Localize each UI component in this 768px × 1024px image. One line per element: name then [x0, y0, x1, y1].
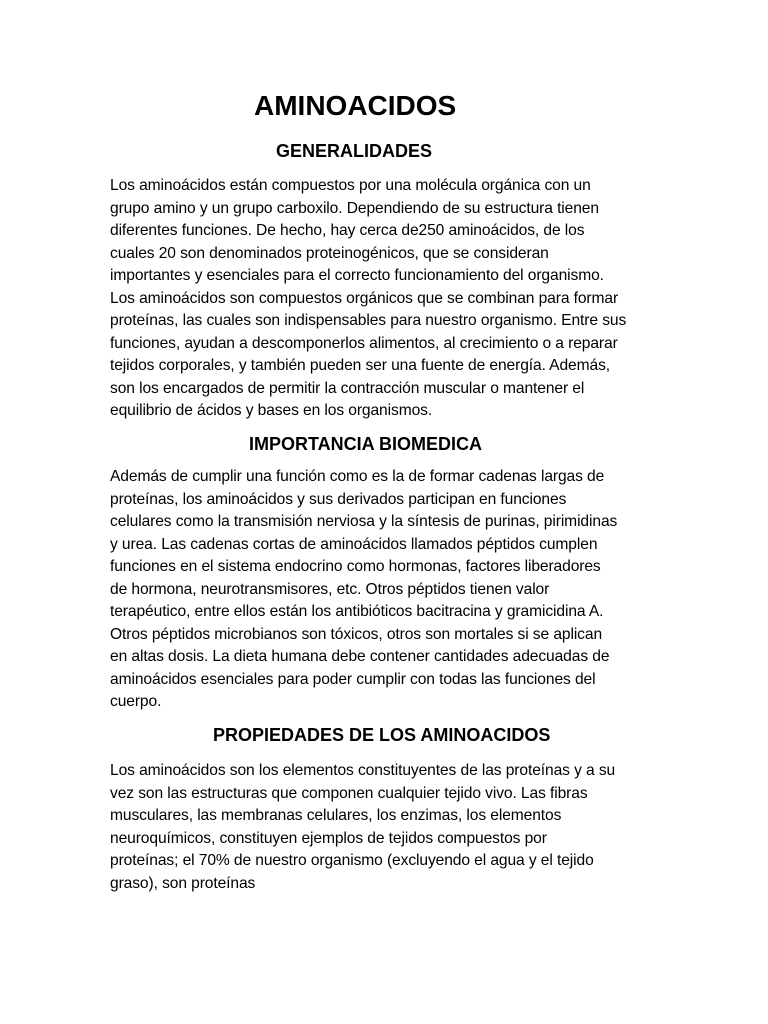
paragraph-line: diferentes funciones. De hecho, hay cerca de250 aminoácidos, de los: [110, 222, 585, 239]
paragraph-line: proteínas, las cuales son indispensables para nuestro organismo. Entre sus: [110, 312, 627, 329]
paragraph-line: vez son las estructuras que componen cualquier tejido vivo. Las fibras: [110, 784, 588, 802]
paragraph-line: musculares, las membranas celulares, los enzimas, los elementos: [110, 807, 562, 824]
paragraph-line: cuerpo.: [110, 693, 162, 710]
paragraph-line: Además de cumplir una función como es la de formar cadenas largas de: [110, 468, 605, 485]
section-heading-propiedades: PROPIEDADES DE LOS AMINOACIDOS: [213, 725, 551, 745]
document-title: AMINOACIDOS: [254, 90, 457, 121]
paragraph-line: graso), son proteínas: [110, 874, 256, 892]
paragraph-line: funciones, ayudan a descomponerlos alimentos, al crecimiento o a reparar: [110, 334, 618, 352]
paragraph-line: son los encargados de permitir la contracción muscular o mantener el: [110, 379, 585, 397]
paragraph-line: celulares como la transmisión nerviosa y la síntesis de purinas, pirimidinas: [110, 513, 618, 530]
paragraph-line: importantes y esenciales para el correcto funcionamiento del organismo.: [110, 267, 604, 284]
paragraph-line: equilibrio de ácidos y bases en los organismos.: [110, 402, 433, 419]
paragraph-line: tejidos corporales, y también pueden ser una fuente de energía. Además,: [110, 357, 611, 374]
section-paragraph-propiedades: [110, 760, 666, 895]
section-paragraph-importancia-biomedica: [110, 466, 666, 714]
paragraph-line: y urea. Las cadenas cortas de aminoácidos llamados péptidos cumplen: [110, 535, 598, 553]
paragraph-line: terapéutico, entre ellos están los antibióticos bacitracina y gramicidina A.: [110, 603, 604, 620]
section-paragraph-generalidades: [110, 175, 666, 423]
paragraph-line: Otros péptidos microbianos son tóxicos, otros son mortales si se aplican: [110, 625, 603, 643]
paragraph-line: neuroquímicos, constituyen ejemplos de tejidos compuestos por: [110, 829, 547, 847]
paragraph-line: proteínas; el 70% de nuestro organismo (excluyendo el agua y el tejido: [110, 852, 594, 869]
paragraph-line: de hormona, neurotransmisores, etc. Otros péptidos tienen valor: [110, 580, 550, 598]
paragraph-line: cuales 20 son denominados proteinogénicos, que se consideran: [110, 244, 549, 262]
paragraph-line: funciones en el sistema endocrino como hormonas, factores liberadores: [110, 558, 601, 575]
paragraph-line: aminoácidos esenciales para poder cumplir con todas las funciones del: [110, 670, 596, 688]
section-heading-importancia-biomedica: IMPORTANCIA BIOMEDICA: [249, 434, 482, 454]
paragraph-line: grupo amino y un grupo carboxilo. Dependiendo de su estructura tienen: [110, 199, 599, 217]
paragraph-line: Los aminoácidos son los elementos constituyentes de las proteínas y a su: [110, 762, 616, 779]
paragraph-line: Los aminoácidos están compuestos por una molécula orgánica con un: [110, 177, 591, 194]
paragraph-line: Los aminoácidos son compuestos orgánicos que se combinan para formar: [110, 289, 619, 307]
paragraph-line: en altas dosis. La dieta humana debe contener cantidades adecuadas de: [110, 648, 610, 665]
section-heading-generalidades: GENERALIDADES: [276, 141, 433, 161]
paragraph-line: proteínas, los aminoácidos y sus derivados participan en funciones: [110, 490, 567, 508]
